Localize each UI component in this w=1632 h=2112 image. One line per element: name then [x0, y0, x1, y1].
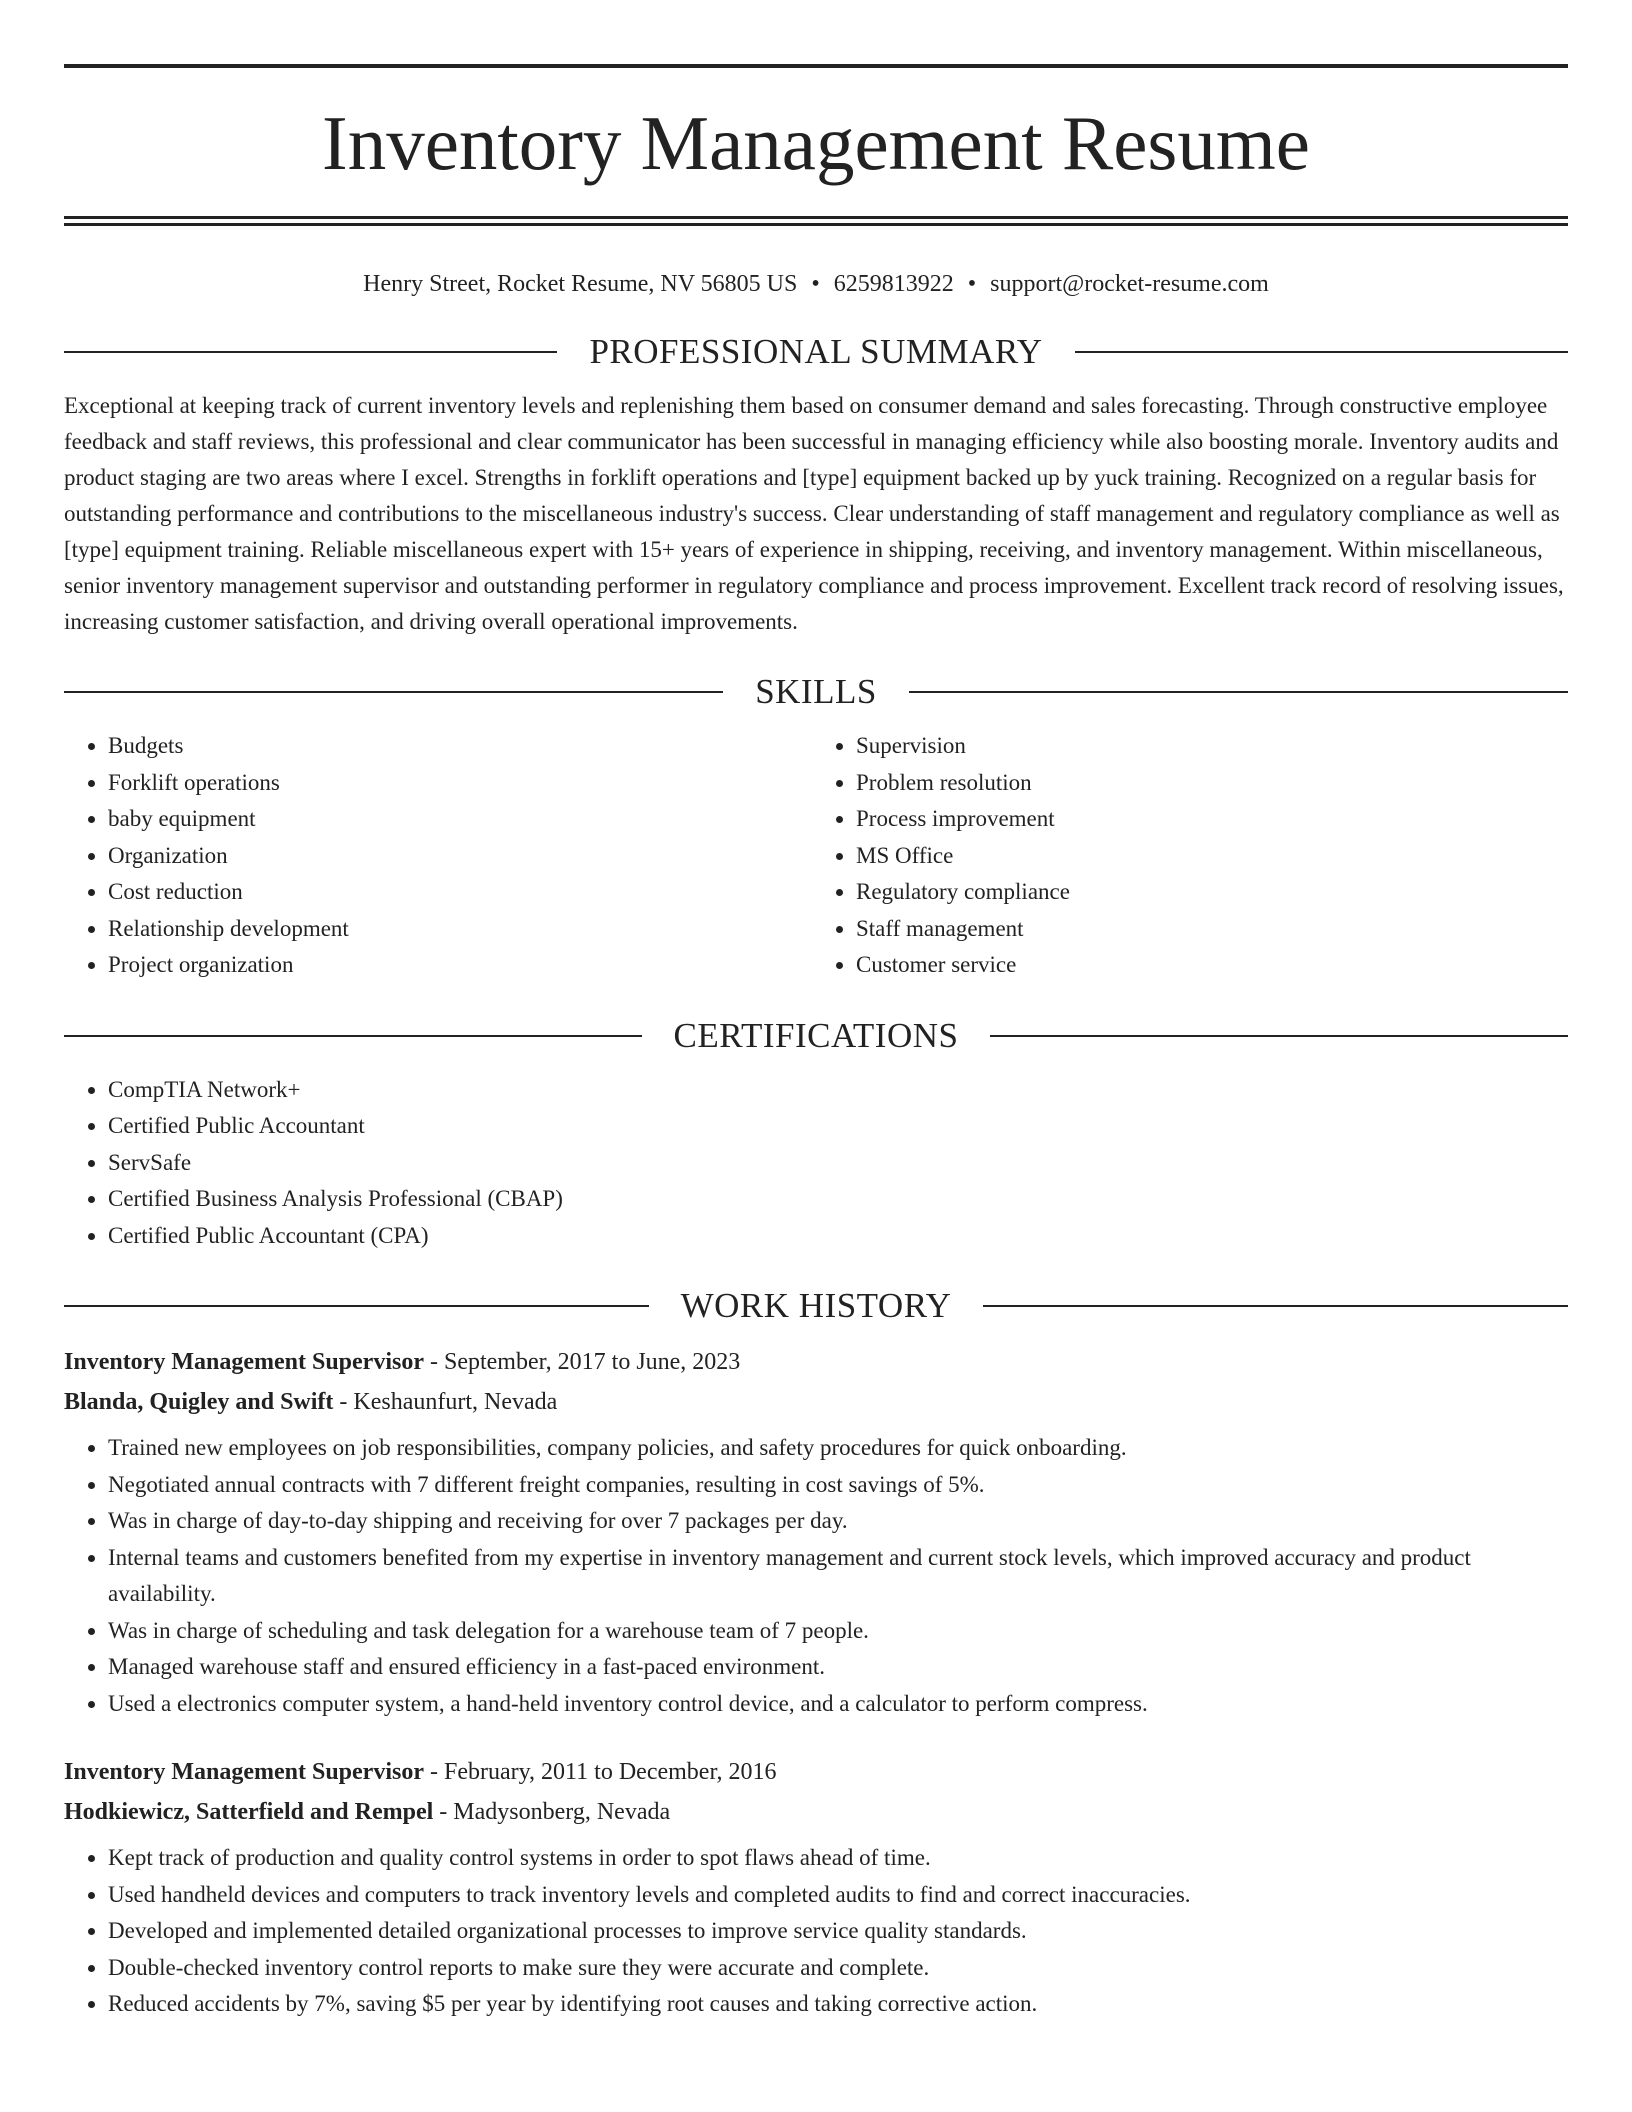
skill-item: • Organization — [108, 838, 816, 875]
contact-email: support@rocket-resume.com — [990, 271, 1269, 297]
summary-paragraph: Exceptional at keeping track of current inventory levels and replenishing them based on consumer demand and sales forecasting. Through constructive employee feedback and staff reviews, this professional and clear communicator has been successful in managing efficiency while also boosting morale. Inventory audits and product staging are two areas where I excel. Strengths in forklift operations and [type] equipment backed up by yuck training. Recognized on a regular basis for outstanding performance and contributions to the miscellaneous industry's success. Clear understanding of staff management and regulatory compliance as well as [type] equipment training. Reliable miscellaneous expert with 15+ years of experience in shipping, receiving, and inventory management. Within miscellaneous, senior inventory management supervisor and outstanding performer in regulatory compliance and process improvement. Excellent track record of resolving issues, increasing customer satisfaction, and driving overall operational improvements. — [64, 393, 1564, 634]
heading-rule-left — [64, 1305, 649, 1307]
job-bullets — [64, 1840, 1568, 2023]
skills-list-right — [816, 728, 1568, 984]
certification-item: • Certified Public Accountant — [108, 1108, 1568, 1145]
certification-item: • CompTIA Network+ — [108, 1072, 1568, 1109]
skill-item: • Forklift operations — [108, 765, 816, 802]
job-bullet: • Reduced accidents by 7%, saving $5 per year by identifying root causes and taking corrective action. — [108, 1986, 1568, 2023]
skill-item: • baby equipment — [108, 801, 816, 838]
skill-item: • Regulatory compliance — [856, 874, 1568, 911]
job-location: - Madysonberg, Nevada — [433, 1799, 671, 1825]
heading-rule-right — [1075, 351, 1568, 353]
job-entry — [64, 1342, 1568, 1722]
heading-rule-left — [64, 691, 723, 693]
certifications-section-heading — [64, 1014, 1568, 1058]
job-entry — [64, 1752, 1568, 2023]
job-title: Inventory Management Supervisor — [64, 1349, 424, 1375]
skill-item: • MS Office — [856, 838, 1568, 875]
job-company: Blanda, Quigley and Swift — [64, 1389, 334, 1415]
job-bullet: • Managed warehouse staff and ensured efficiency in a fast-paced environment. — [108, 1649, 1568, 1686]
skills-grid — [64, 728, 1568, 984]
certifications-list — [64, 1072, 1568, 1255]
job-bullet: • Trained new employees on job responsibilities, company policies, and safety procedures for quick onboarding. — [108, 1430, 1568, 1467]
contact-separator: • — [967, 271, 977, 297]
skill-item: • Supervision — [856, 728, 1568, 765]
job-bullet: • Internal teams and customers benefited from my expertise in inventory management and current stock levels, which improved accuracy and product availability. — [108, 1540, 1568, 1613]
resume-page — [64, 64, 1568, 2023]
job-bullet: • Was in charge of scheduling and task delegation for a warehouse team of 7 people. — [108, 1613, 1568, 1650]
job-company: Hodkiewicz, Satterfield and Rempel — [64, 1799, 434, 1825]
skills-list-left — [64, 728, 816, 984]
job-dates: - February, 2011 to December, 2016 — [423, 1759, 777, 1785]
job-location: - Keshaunfurt, Nevada — [333, 1389, 558, 1415]
job-title-line — [64, 1342, 1568, 1382]
job-bullets — [64, 1430, 1568, 1722]
certification-item: • ServSafe — [108, 1145, 1568, 1182]
heading-rule-right — [909, 691, 1568, 693]
job-bullet: • Double-checked inventory control reports to make sure they were accurate and complete. — [108, 1950, 1568, 1987]
certification-item: • Certified Business Analysis Professional (CBAP) — [108, 1181, 1568, 1218]
certification-item: • Certified Public Accountant (CPA) — [108, 1218, 1568, 1255]
work-history-section-heading — [64, 1284, 1568, 1328]
job-title-line — [64, 1752, 1568, 1792]
job-company-line — [64, 1382, 1568, 1422]
contact-phone: 6259813922 — [833, 271, 954, 297]
resume-title: Inventory Management Resume — [322, 100, 1310, 186]
section-title: SKILLS — [755, 672, 877, 711]
skills-column-right — [816, 728, 1568, 984]
skill-item: • Customer service — [856, 947, 1568, 984]
job-bullet: • Used a electronics computer system, a hand-held inventory control device, and a calculator to perform compress. — [108, 1686, 1568, 1723]
job-dates: - September, 2017 to June, 2023 — [423, 1349, 741, 1375]
job-title: Inventory Management Supervisor — [64, 1759, 424, 1785]
heading-rule-left — [64, 351, 557, 353]
skill-item: • Budgets — [108, 728, 816, 765]
skill-item: • Process improvement — [856, 801, 1568, 838]
heading-rule-right — [990, 1035, 1568, 1037]
job-bullet: • Was in charge of day-to-day shipping and receiving for over 7 packages per day. — [108, 1503, 1568, 1540]
job-bullet: • Used handheld devices and computers to track inventory levels and completed audits to find and correct inaccuracies. — [108, 1877, 1568, 1914]
skill-item: • Project organization — [108, 947, 816, 984]
job-company-line — [64, 1792, 1568, 1832]
skills-column-left — [64, 728, 816, 984]
summary-section-heading — [64, 330, 1568, 374]
section-title: PROFESSIONAL SUMMARY — [589, 332, 1043, 371]
skill-item: • Problem resolution — [856, 765, 1568, 802]
heading-rule-right — [983, 1305, 1568, 1307]
section-title: CERTIFICATIONS — [673, 1015, 959, 1055]
skill-item: • Cost reduction — [108, 874, 816, 911]
contact-separator: • — [811, 271, 820, 297]
job-bullet: • Developed and implemented detailed organizational processes to improve service quality standards. — [108, 1913, 1568, 1950]
skills-section-heading — [64, 670, 1568, 714]
heading-rule-left — [64, 1035, 642, 1037]
section-title: WORK HISTORY — [680, 1286, 952, 1325]
contact-line — [64, 268, 1568, 300]
job-bullet: • Kept track of production and quality control systems in order to spot flaws ahead of time. — [108, 1840, 1568, 1877]
job-bullet: • Negotiated annual contracts with 7 different freight companies, resulting in cost savings of 5%. — [108, 1467, 1568, 1504]
skill-item: • Staff management — [856, 911, 1568, 948]
skill-item: • Relationship development — [108, 911, 816, 948]
title-double-rule — [64, 216, 1568, 226]
top-rule — [64, 64, 1568, 68]
contact-address: Henry Street, Rocket Resume, NV 56805 US — [363, 271, 798, 297]
